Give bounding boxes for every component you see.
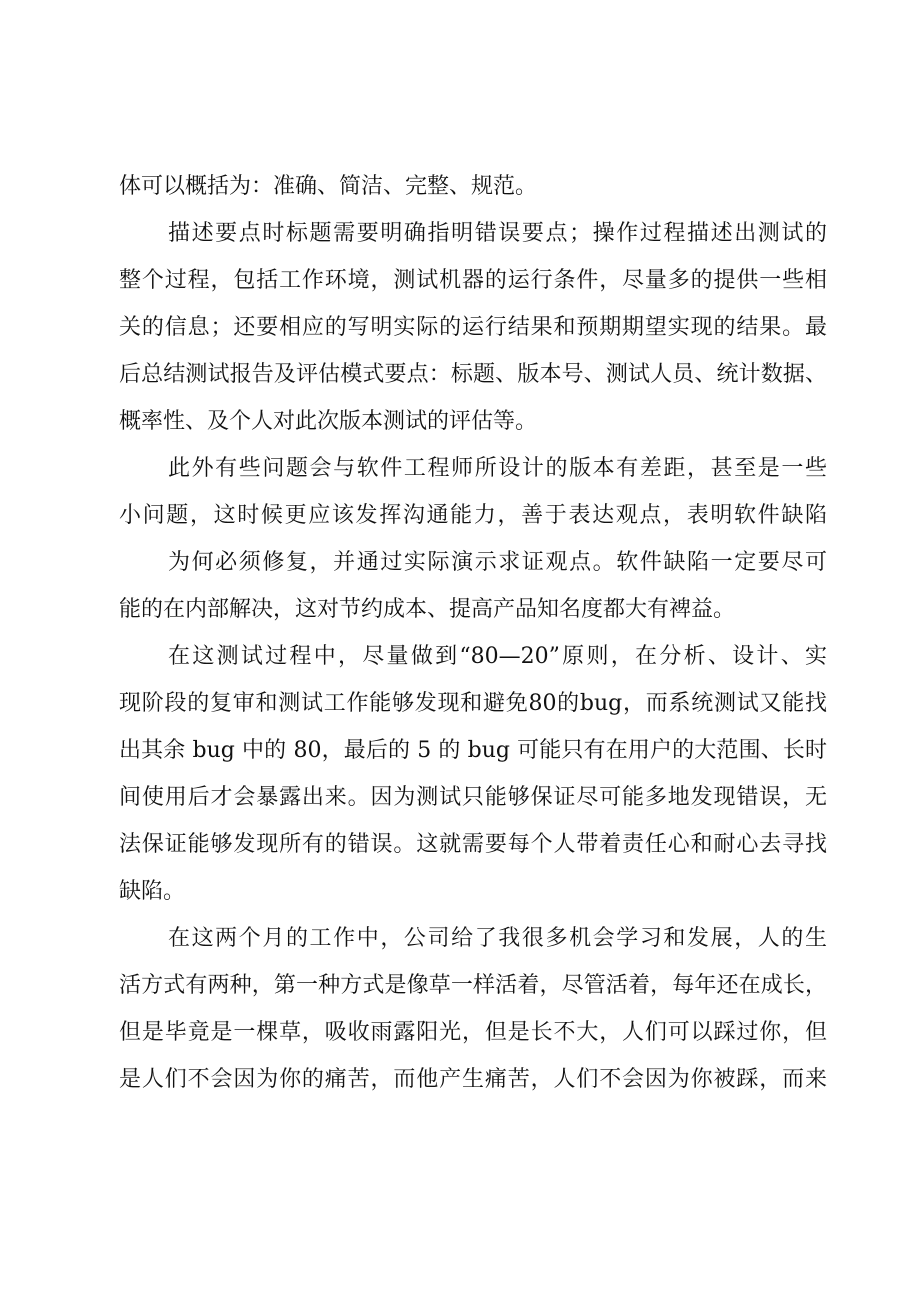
text-line: 概率性、及个人对此次版本测试的评估等。 — [119, 409, 538, 434]
text-line: 是人们不会因为你的痛苦，而他产生痛苦，人们不会因为你被踩，而来 — [119, 1067, 827, 1092]
text-line: 关的信息；还要相应的写明实际的运行结果和预期期望实现的结果。最 — [119, 315, 827, 340]
text-line: 小问题，这时候更应该发挥沟通能力，善于表达观点，表明软件缺陷 — [119, 503, 827, 528]
text-line: 缺陷。 — [119, 879, 186, 904]
document-body — [119, 163, 827, 1103]
text-line: 在这两个月的工作中，公司给了我很多机会学习和发展，人的生 — [168, 926, 827, 951]
text-line: 间使用后才会暴露出来。因为测试只能够保证尽可能多地发现错误，无 — [119, 785, 827, 810]
text-line: 出其余 bug 中的 80，最后的 5 的 bug 可能只有在用户的大范围、长时 — [119, 738, 827, 763]
text-line: 活方式有两种，第一种方式是像草一样活着，尽管活着，每年还在成长， — [119, 973, 827, 998]
text-line: 现阶段的复审和测试工作能够发现和避免80的bug，而系统测试又能找 — [119, 691, 827, 716]
text-line: 为何必须修复，并通过实际演示求证观点。软件缺陷一定要尽可 — [168, 550, 827, 575]
text-line: 能的在内部解决，这对节约成本、提高产品知名度都大有裨益。 — [119, 597, 736, 622]
text-line: 描述要点时标题需要明确指明错误要点；操作过程描述出测试的 — [168, 221, 827, 246]
text-line: 但是毕竟是一棵草，吸收雨露阳光，但是长不大，人们可以踩过你，但 — [119, 1020, 827, 1045]
text-line: 体可以概括为：准确、简洁、完整、规范。 — [119, 174, 538, 199]
text-line: 在这测试过程中，尽量做到“80—20”原则，在分析、设计、实 — [168, 644, 827, 669]
text-line: 此外有些问题会与软件工程师所设计的版本有差距，甚至是一些 — [168, 456, 827, 481]
text-line: 法保证能够发现所有的错误。这就需要每个人带着责任心和耐心去寻找 — [119, 832, 827, 857]
text-line: 整个过程，包括工作环境，测试机器的运行条件，尽量多的提供一些相 — [119, 268, 827, 293]
text-line: 后总结测试报告及评估模式要点：标题、版本号、测试人员、统计数据、 — [119, 362, 827, 387]
